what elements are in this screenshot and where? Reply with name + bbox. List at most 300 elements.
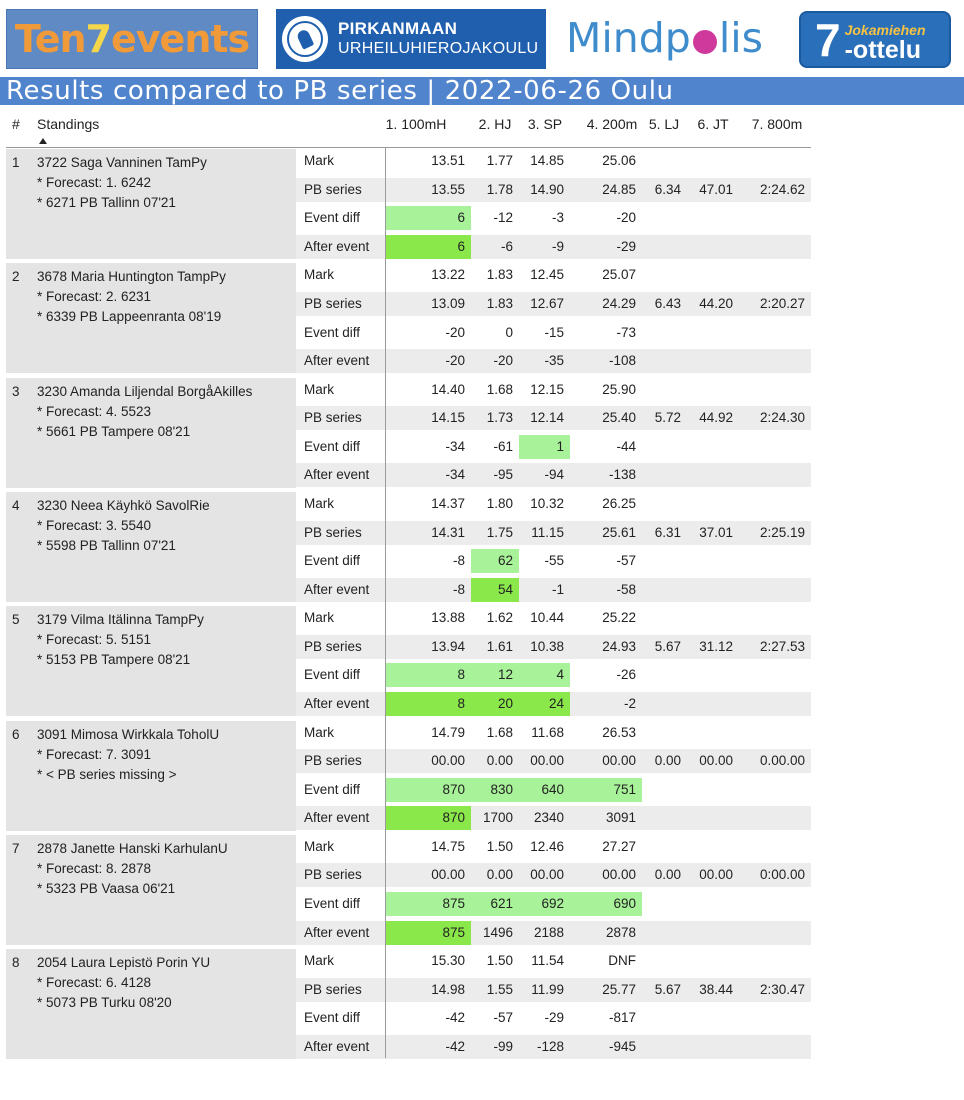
result-cell: [687, 149, 739, 173]
result-cell: [739, 1035, 811, 1059]
result-cell: 2:30.47: [759, 981, 805, 997]
result-cell: -61: [493, 438, 513, 454]
column-header-standings[interactable]: Standings: [37, 116, 100, 132]
athlete-rank: 4: [12, 497, 20, 513]
column-header-event[interactable]: 5. LJ: [648, 116, 680, 132]
result-cell: 0.00: [654, 753, 681, 769]
result-cell: [642, 492, 687, 516]
row-label: PB series: [304, 295, 362, 311]
athlete-rank: 7: [12, 840, 20, 856]
result-cell: 0.00: [486, 867, 513, 883]
athlete-name: 3230 Amanda Liljendal BorgåAkilles: [37, 383, 253, 399]
athlete-pb: * < PB series missing >: [37, 766, 177, 782]
result-cell: 10.44: [530, 610, 564, 626]
result-cell: [687, 835, 739, 859]
result-cell: [739, 778, 811, 802]
result-cell: 25.77: [602, 981, 636, 997]
result-row-mark: [296, 835, 811, 859]
result-cell: -57: [616, 553, 636, 569]
result-cell: [739, 435, 811, 459]
result-cell: [739, 949, 811, 973]
result-cell: [642, 349, 687, 373]
result-row-pb: [296, 863, 811, 887]
result-cell: -6: [500, 238, 513, 254]
athlete-rank: 1: [12, 155, 20, 170]
result-cell: 14.79: [431, 724, 465, 740]
result-row-mark: [296, 263, 811, 287]
result-cell: 14.98: [431, 981, 465, 997]
result-row-pb: [296, 635, 811, 659]
result-cell: 13.22: [431, 267, 465, 283]
athlete-info[interactable]: [6, 149, 296, 259]
result-cell: -128: [536, 1038, 564, 1054]
result-cell: -29: [544, 1010, 564, 1026]
result-cell: 14.85: [530, 153, 564, 168]
result-cell: [739, 378, 811, 402]
result-cell: [642, 263, 687, 287]
column-header-event[interactable]: 4. 200m: [586, 116, 638, 132]
row-label: PB series: [304, 181, 362, 197]
result-cell: 1700: [482, 810, 513, 826]
row-label: Event diff: [304, 667, 361, 683]
result-cell: -138: [608, 467, 636, 483]
athlete-rank: 6: [12, 726, 20, 742]
logo-bar: [0, 0, 964, 75]
pirkanmaan-logo: PIRKANMAAN URHEILUHIEROJAKOULU: [276, 9, 546, 69]
result-cell: 26.53: [602, 724, 636, 740]
runner-seal-icon: [282, 16, 328, 62]
result-cell: 12: [471, 663, 519, 687]
result-cell: [642, 606, 687, 630]
result-cell: -73: [616, 324, 636, 340]
result-cell: [687, 206, 739, 230]
result-cell: [739, 492, 811, 516]
athlete-pb: * 5598 PB Tallinn 07'21: [37, 537, 176, 553]
athlete-name: 3722 Saga Vanninen TamPy: [37, 155, 207, 170]
result-cell: [687, 492, 739, 516]
row-label: Event diff: [304, 553, 361, 569]
athlete-name: 3091 Mimosa Wirkkala ToholU: [37, 726, 220, 742]
result-cell: [687, 606, 739, 630]
result-cell: 44.92: [699, 410, 733, 426]
result-cell: 830: [471, 778, 519, 802]
athlete-rank: 5: [12, 612, 20, 628]
result-cell: -95: [493, 467, 513, 483]
result-row-mark: [296, 721, 811, 745]
result-cell: -8: [452, 553, 465, 569]
result-cell: -15: [544, 324, 564, 340]
result-cell: [687, 892, 739, 916]
result-cell: -2: [623, 696, 636, 711]
result-cell: [642, 721, 687, 745]
result-cell: [739, 206, 811, 230]
result-cell: 2:20.27: [759, 295, 805, 311]
result-cell: 12.46: [530, 838, 564, 854]
result-row-after: [296, 1035, 811, 1059]
result-cell: 00.00: [530, 753, 564, 769]
result-cell: 13.09: [431, 295, 465, 311]
row-label: Event diff: [304, 324, 361, 340]
result-cell: 692: [519, 892, 570, 916]
result-cell: 2:25.19: [759, 524, 805, 540]
result-cell: [687, 549, 739, 573]
row-label: After event: [304, 696, 370, 711]
result-row-mark: [296, 149, 811, 173]
result-cell: -44: [616, 438, 636, 454]
result-cell: 6.34: [654, 181, 681, 197]
result-cell: 870: [386, 778, 471, 802]
row-label: Mark: [304, 267, 334, 283]
result-cell: -20: [445, 324, 465, 340]
athlete-info[interactable]: [6, 835, 296, 945]
result-cell: 00.00: [431, 867, 465, 883]
result-cell: [687, 949, 739, 973]
result-cell: -58: [616, 581, 636, 597]
result-cell: 00.00: [699, 867, 733, 883]
result-cell: 14.40: [431, 381, 465, 397]
row-label: Mark: [304, 153, 334, 168]
result-cell: 1.73: [486, 410, 513, 426]
result-cell: 54: [471, 578, 519, 602]
row-label: Mark: [304, 381, 334, 397]
column-divider: [385, 148, 386, 1058]
result-cell: [642, 206, 687, 230]
result-cell: 11.54: [531, 953, 564, 969]
result-cell: 24.85: [602, 181, 636, 197]
result-cell: [642, 235, 687, 259]
row-label: PB series: [304, 753, 362, 769]
athlete-pb: * 5153 PB Tampere 08'21: [37, 652, 191, 668]
result-cell: [642, 321, 687, 345]
column-header-event[interactable]: 3. SP: [527, 116, 563, 132]
athlete-info[interactable]: [6, 263, 296, 373]
athlete-pb: * 5073 PB Turku 08'20: [37, 995, 172, 1011]
result-cell: 5.67: [654, 638, 681, 654]
result-row-diff: [296, 206, 811, 230]
result-row-mark: [296, 606, 811, 630]
result-cell: 870: [386, 806, 471, 830]
athlete-info[interactable]: [6, 721, 296, 831]
row-label: PB series: [304, 410, 362, 426]
result-cell: 621: [471, 892, 519, 916]
result-cell: [642, 578, 687, 602]
result-cell: [687, 663, 739, 687]
result-cell: [739, 349, 811, 373]
result-cell: 37.01: [699, 524, 733, 540]
result-cell: 38.44: [699, 981, 733, 997]
result-cell: 15.30: [431, 953, 465, 969]
result-cell: -817: [608, 1010, 636, 1026]
result-cell: 00.00: [602, 753, 636, 769]
result-cell: [687, 921, 739, 945]
row-label: After event: [304, 467, 370, 483]
result-cell: [739, 1006, 811, 1030]
result-cell: [642, 835, 687, 859]
page-title: Results compared to PB series | 2022-06-26 Oulu: [0, 77, 964, 105]
result-cell: [687, 263, 739, 287]
athlete-rank: 2: [12, 269, 20, 285]
column-header-event[interactable]: 1. 100mH: [385, 116, 447, 132]
result-cell: [642, 1006, 687, 1030]
result-cell: [642, 549, 687, 573]
row-label: Event diff: [304, 1010, 361, 1026]
result-cell: 11.68: [531, 724, 564, 740]
athlete-pb: * 6339 PB Lappeenranta 08'19: [37, 309, 222, 325]
row-label: PB series: [304, 638, 362, 654]
athlete-name: 3179 Vilma Itälinna TampPy: [37, 612, 204, 628]
mindpolis-logo: Mindp lis: [566, 14, 763, 62]
ten7events-logo: Ten 7 events: [6, 9, 258, 69]
result-cell: -20: [616, 210, 636, 226]
result-cell: 1.50: [486, 838, 513, 854]
column-header-event[interactable]: 6. JT: [697, 116, 729, 132]
result-cell: 2:27.53: [759, 638, 805, 654]
result-cell: 10.38: [530, 638, 564, 654]
result-cell: 25.90: [602, 381, 636, 397]
result-cell: -108: [608, 353, 636, 369]
sort-ascending-icon[interactable]: [39, 138, 47, 144]
result-cell: -99: [493, 1038, 513, 1054]
result-cell: [739, 263, 811, 287]
result-cell: 640: [519, 778, 570, 802]
result-cell: -8: [452, 581, 465, 597]
result-cell: 26.25: [602, 495, 636, 511]
result-cell: [687, 578, 739, 602]
result-cell: [687, 806, 739, 830]
result-cell: 12.15: [530, 381, 564, 397]
row-label: Mark: [304, 610, 334, 626]
result-cell: [687, 321, 739, 345]
result-cell: [739, 692, 811, 716]
athlete-forecast: * Forecast: 1. 6242: [37, 175, 152, 190]
result-cell: 1.83: [486, 267, 513, 283]
result-cell: -945: [608, 1038, 636, 1054]
result-cell: 875: [386, 921, 471, 945]
result-cell: 1.55: [486, 981, 513, 997]
result-cell: 14.15: [431, 410, 465, 426]
result-cell: [687, 721, 739, 745]
row-label: After event: [304, 353, 370, 369]
result-cell: [739, 892, 811, 916]
athlete-pb: * 5661 PB Tampere 08'21: [37, 423, 191, 439]
result-row-pb: [296, 978, 811, 1002]
result-row-mark: [296, 949, 811, 973]
result-cell: 24: [519, 692, 570, 716]
result-cell: 11.99: [531, 981, 564, 997]
result-cell: 24.29: [602, 295, 636, 311]
result-cell: -3: [551, 210, 564, 226]
result-cell: [687, 692, 739, 716]
athlete-info[interactable]: [6, 378, 296, 488]
result-row-diff: [296, 663, 811, 687]
result-cell: 27.27: [602, 838, 636, 854]
result-cell: [739, 606, 811, 630]
result-row-after: [296, 578, 811, 602]
result-cell: [687, 435, 739, 459]
result-cell: [739, 806, 811, 830]
result-cell: 0.00: [486, 753, 513, 769]
athlete-pb: * 5323 PB Vaasa 06'21: [37, 880, 176, 896]
result-cell: 1: [519, 435, 570, 459]
result-row-diff: [296, 321, 811, 345]
result-cell: 0.00: [654, 867, 681, 883]
row-label: After event: [304, 1038, 370, 1054]
result-cell: [642, 463, 687, 487]
result-cell: 3091: [605, 810, 636, 826]
athlete-pb: * 6271 PB Tallinn 07'21: [37, 195, 176, 210]
result-row-pb: [296, 521, 811, 545]
result-cell: [642, 892, 687, 916]
athlete-name: 3230 Neea Käyhkö SavolRie: [37, 497, 210, 513]
result-cell: 1.61: [486, 638, 513, 654]
result-cell: [739, 835, 811, 859]
athlete-info[interactable]: [6, 949, 296, 1059]
result-cell: 2340: [533, 810, 564, 826]
result-cell: 44.20: [699, 295, 733, 311]
result-cell: 13.94: [431, 638, 465, 654]
result-cell: 11.15: [531, 524, 564, 540]
result-cell: [739, 578, 811, 602]
result-cell: 1.83: [486, 295, 513, 311]
result-cell: -34: [445, 438, 465, 454]
result-cell: 6: [386, 206, 471, 230]
result-cell: [687, 1006, 739, 1030]
result-cell: [687, 1035, 739, 1059]
row-label: PB series: [304, 524, 362, 540]
result-cell: 12.45: [530, 267, 564, 283]
result-cell: 47.01: [699, 181, 733, 197]
athlete-forecast: * Forecast: 3. 5540: [37, 517, 152, 533]
athlete-forecast: * Forecast: 2. 6231: [37, 289, 152, 305]
result-cell: -34: [445, 467, 465, 483]
result-cell: 0:00.00: [759, 867, 805, 883]
athlete-info[interactable]: [6, 492, 296, 602]
athlete-forecast: * Forecast: 7. 3091: [37, 746, 152, 762]
dot-icon: [693, 30, 717, 54]
result-cell: [642, 378, 687, 402]
row-label: Event diff: [304, 438, 361, 454]
result-cell: [687, 349, 739, 373]
result-cell: 0: [505, 324, 513, 340]
result-cell: 6: [386, 235, 471, 259]
result-cell: 14.31: [431, 524, 465, 540]
result-cell: -1: [551, 581, 564, 597]
result-cell: 25.22: [602, 610, 636, 626]
result-cell: -20: [445, 353, 465, 369]
result-cell: 5.72: [654, 410, 681, 426]
row-label: PB series: [304, 981, 362, 997]
result-row-pb: [296, 292, 811, 316]
athlete-forecast: * Forecast: 8. 2878: [37, 860, 152, 876]
result-row-diff: [296, 778, 811, 802]
result-cell: DNF: [608, 953, 636, 969]
row-label: Mark: [304, 838, 334, 854]
result-cell: 8: [386, 692, 471, 716]
result-cell: 1.68: [486, 381, 513, 397]
athlete-rank: 8: [12, 955, 20, 971]
result-cell: -42: [445, 1038, 465, 1054]
result-cell: [642, 949, 687, 973]
row-label: Mark: [304, 953, 334, 969]
result-row-diff: [296, 549, 811, 573]
athlete-forecast: * Forecast: 5. 5151: [37, 632, 152, 648]
result-cell: 14.75: [431, 838, 465, 854]
result-cell: 62: [471, 549, 519, 573]
result-cell: 14.37: [431, 495, 465, 511]
athlete-name: 3678 Maria Huntington TampPy: [37, 269, 226, 285]
athlete-name: 2054 Laura Lepistö Porin YU: [37, 955, 211, 971]
result-row-diff: [296, 435, 811, 459]
result-cell: 690: [570, 892, 642, 916]
result-row-after: [296, 463, 811, 487]
result-cell: 13.88: [431, 610, 465, 626]
athlete-forecast: * Forecast: 6. 4128: [37, 975, 152, 991]
result-cell: 10.32: [530, 495, 564, 511]
result-cell: 20: [471, 692, 519, 716]
jokamiehen-ottelu-logo: 7 Jokamiehen -ottelu: [799, 11, 951, 68]
result-cell: -42: [445, 1010, 465, 1026]
result-row-pb: [296, 749, 811, 773]
result-cell: 25.07: [602, 267, 636, 283]
result-cell: 24.93: [602, 638, 636, 654]
athlete-info[interactable]: [6, 606, 296, 716]
result-cell: [687, 463, 739, 487]
result-row-after: [296, 235, 811, 259]
result-cell: 12.14: [530, 410, 564, 426]
column-header-event[interactable]: 2. HJ: [478, 116, 512, 132]
result-cell: -55: [544, 553, 564, 569]
result-row-after: [296, 806, 811, 830]
result-cell: 6.43: [654, 295, 681, 311]
result-cell: 25.06: [602, 153, 636, 168]
result-cell: 1.50: [486, 953, 513, 969]
result-cell: [687, 235, 739, 259]
result-cell: 1496: [482, 924, 513, 940]
result-cell: [739, 235, 811, 259]
result-cell: 2:24.62: [759, 181, 805, 197]
column-header-event[interactable]: 7. 800m: [751, 116, 803, 132]
result-row-pb: [296, 178, 811, 202]
row-label: Event diff: [304, 781, 361, 797]
result-cell: 00.00: [431, 753, 465, 769]
result-row-mark: [296, 492, 811, 516]
header-divider: [6, 147, 811, 148]
row-label: After event: [304, 810, 370, 826]
result-row-diff: [296, 1006, 811, 1030]
result-cell: -29: [616, 238, 636, 254]
result-cell: 00.00: [699, 753, 733, 769]
result-cell: -12: [493, 210, 513, 226]
result-cell: -26: [616, 667, 636, 683]
result-cell: 2878: [605, 924, 636, 940]
result-cell: 0.00.00: [759, 753, 805, 769]
result-cell: 5.67: [654, 981, 681, 997]
result-cell: [642, 149, 687, 173]
result-row-after: [296, 921, 811, 945]
athlete-name: 2878 Janette Hanski KarhulanU: [37, 840, 228, 856]
row-label: After event: [304, 924, 370, 940]
column-header-rank: #: [12, 116, 20, 132]
athlete-forecast: * Forecast: 4. 5523: [37, 403, 152, 419]
result-cell: [642, 692, 687, 716]
result-cell: -9: [551, 238, 564, 254]
result-cell: [687, 378, 739, 402]
result-cell: 00.00: [530, 867, 564, 883]
result-row-mark: [296, 378, 811, 402]
result-cell: [739, 921, 811, 945]
result-cell: [739, 663, 811, 687]
result-row-after: [296, 692, 811, 716]
